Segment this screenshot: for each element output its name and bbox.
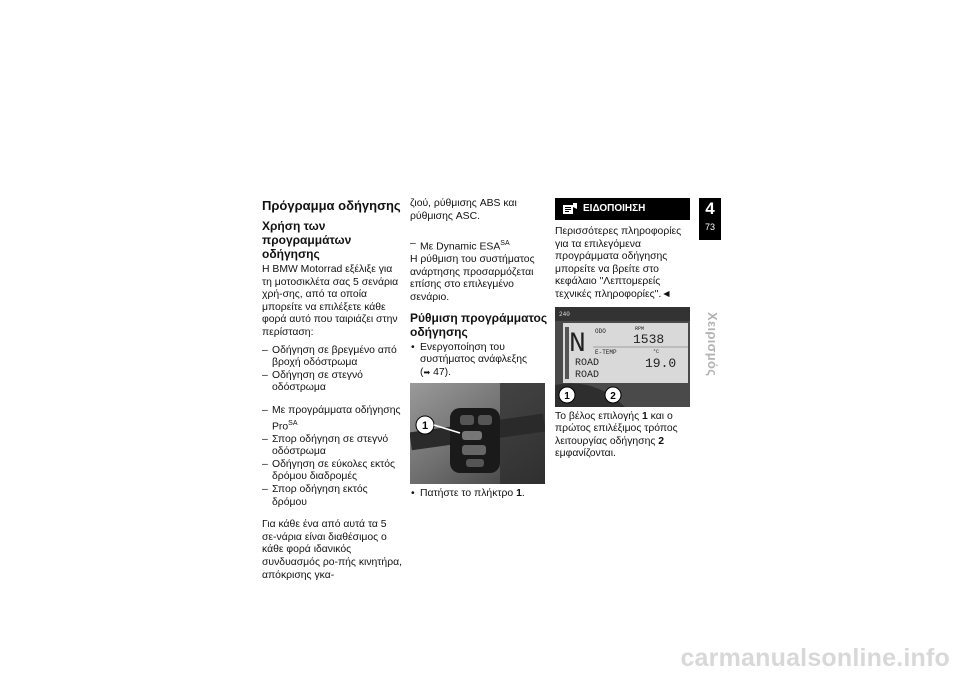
esa-text: Η ρύθμιση του συστήματος ανάρτησης προσαρμόζεται επίσης στο επιλεγμένο σενάριο. (410, 254, 535, 304)
setting-title: Ρύθμιση προγράμματος οδήγησης (410, 310, 548, 339)
info-icon (563, 203, 577, 215)
instrument-display-photo (555, 307, 690, 407)
list-item: – Οδήγηση σε βρεγμένο από βροχή οδόστρωμα (262, 345, 402, 370)
pro-heading: – Με προγράμματα οδήγησης Pro$^{SA}$ (262, 405, 402, 434)
temp-value: 19.0 (645, 355, 677, 371)
photo-marker-1: 1 (421, 420, 429, 433)
intro-text: Η BMW Motorrad εξέλιξε για τη μοτοσικλέτα σας 5 σενάρια χρή-σης, από τα οποία μπορείτε να επιλέξετε κάθε φορά αυτό που ταιριάζει στην περίσταση: (262, 264, 399, 338)
list-item: – Σπορ οδήγηση σε στεγνό οδόστρωμα (262, 434, 402, 459)
display-caption: Το βέλος επιλογής 1 και ο πρώτος επιλέξιμος τρόπος λειτουργίας οδήγησης 2 εμφανίζονται. (555, 410, 678, 460)
step-ignition: • Ενεργοποίηση του συστήματος ανάφλεξης (➡ 47). (410, 342, 550, 380)
display-marker-1: 1 (564, 390, 570, 402)
column-2 (410, 198, 550, 505)
svg-text:RPM: RPM (635, 325, 645, 332)
list-item: – Οδήγηση σε στεγνό οδόστρωμα (262, 370, 402, 395)
list-item: – Σπορ οδήγηση εκτός δρόμου (262, 484, 402, 509)
column-1 (262, 198, 402, 587)
body-paragraph: Για κάθε ένα από αυτά τα 5 σε-νάρια είναι διαθέσιμος ο κάθε φορά ιδανικός συνδυασμός ρο-πής κινητήρα, απόκρισης γκα- (262, 519, 402, 581)
odo-value: 1538 (633, 331, 665, 347)
notice-text: Περισσότερες πληροφορίες για τα επιλεγόμενα προγράμματα οδήγησης μπορείτε να βρείτε στο κεφάλαιο "Λεπτομερείς τεχνικές πληροφορίες".◄ (555, 226, 682, 300)
handlebar-switch-photo (410, 383, 545, 484)
notice-header (555, 198, 690, 220)
step-press-button: • Πατήστε το πλήκτρο 1. (410, 488, 550, 501)
riding-mode-2: ROAD (575, 369, 600, 381)
page-number: 73 (704, 222, 715, 232)
riding-mode-1: ROAD (575, 357, 600, 369)
list-item: – Οδήγηση σε εύκολες εκτός δρόμου διαδρομές (262, 459, 402, 484)
svg-text:240: 240 (559, 310, 570, 318)
chapter-number: 4 (705, 199, 715, 218)
body-continuation: ζιού, ρύθμισης ABS και ρύθμισης ASC. (410, 198, 517, 222)
arrow-icon: ➡ (423, 367, 431, 377)
esa-heading: – Με Dynamic $ESA^{SA}$ (410, 238, 550, 254)
svg-text:°C: °C (653, 348, 660, 355)
chapter-tab (699, 198, 721, 240)
notice-label: ΕΙΔΟΠΟΙΗΣΗ (583, 202, 646, 214)
gear-indicator: N (569, 328, 586, 360)
svg-text:ODO: ODO (595, 327, 606, 335)
section-title: Χρήση των προγραμμάτων οδήγησης (262, 219, 352, 261)
svg-text:E-TEMP: E-TEMP (595, 348, 617, 356)
page-title: Πρόγραμμα οδήγησης (262, 198, 401, 213)
display-marker-2: 2 (610, 390, 616, 402)
chapter-side-label: Χειρισμός (705, 312, 720, 377)
watermark: carmanualsonline.info (680, 644, 950, 672)
column-3 (555, 198, 695, 466)
